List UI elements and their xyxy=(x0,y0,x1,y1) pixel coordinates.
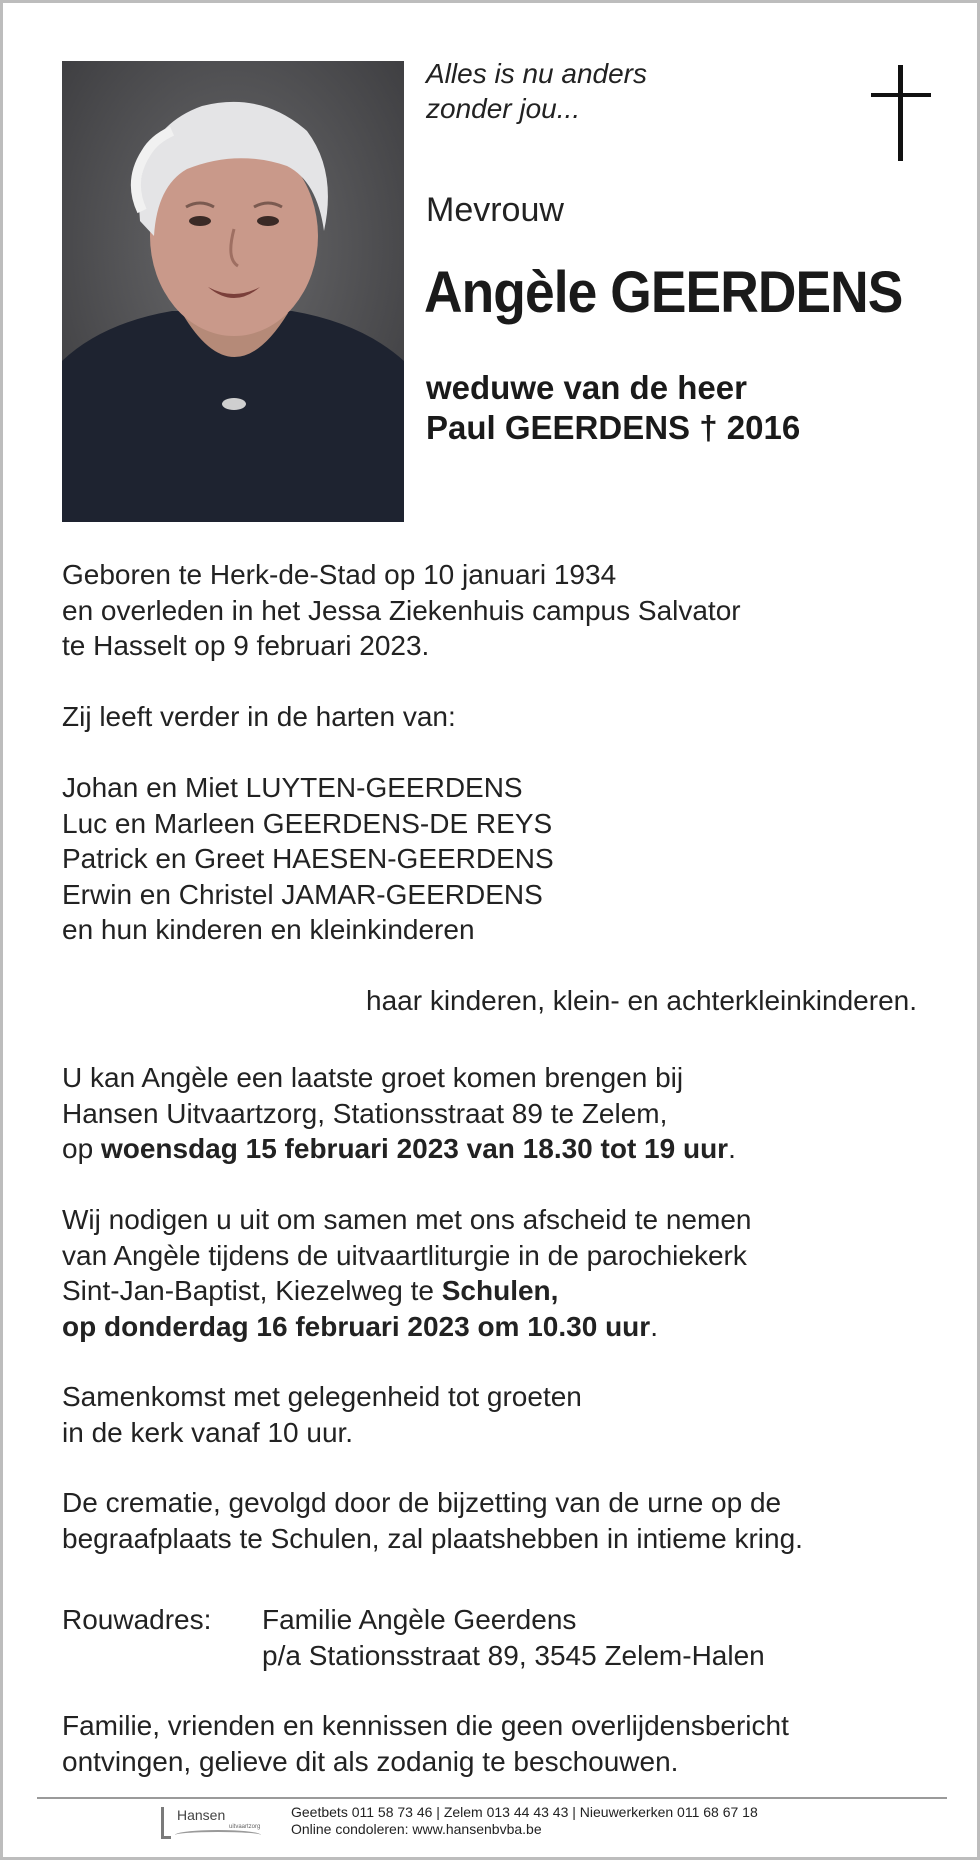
liturgy-line: op donderdag 16 februari 2023 om 10.30 uur. xyxy=(62,1310,658,1342)
liturgy-line: Wij nodigen u uit om samen met ons afscheid te nemen xyxy=(62,1204,752,1235)
closing-paragraph xyxy=(62,1708,942,1779)
liturgy-place: Schulen, xyxy=(441,1275,559,1306)
liturgy-line: Sint-Jan-Baptist, Kiezelweg te Schulen, xyxy=(62,1275,559,1306)
funeral-home-contact xyxy=(291,1804,758,1838)
address-label: Rouwadres: xyxy=(62,1604,212,1635)
family-item: Johan en Miet LUYTEN-GEERDENS xyxy=(62,772,523,803)
deceased-name: Angèle GEERDENS xyxy=(424,260,903,325)
address-line: p/a Stationsstraat 89, 3545 Zelem-Halen xyxy=(262,1640,765,1671)
liturgy-line: van Angèle tijdens de uitvaartliturgie in de parochiekerk xyxy=(62,1239,747,1271)
contact-phones: Geetbets 011 58 73 46 | Zelem 013 44 43 43 | Nieuwerkerken 011 68 67 18 xyxy=(291,1804,758,1820)
widow-line: Paul GEERDENS † 2016 xyxy=(426,409,801,446)
birth-death-paragraph xyxy=(62,557,942,664)
visit-line: U kan Angèle een laatste groet komen brengen bij xyxy=(62,1062,684,1093)
liturgy-paragraph xyxy=(62,1202,942,1344)
family-item: Luc en Marleen GEERDENS-DE REYS xyxy=(62,807,553,839)
portrait-photo xyxy=(62,61,404,522)
family-signature: haar kinderen, klein- en achterkleinkinderen. xyxy=(366,985,917,1016)
motto-line: Alles is nu anders xyxy=(426,58,648,89)
closing-line: Familie, vrienden en kennissen die geen overlijdensbericht xyxy=(62,1710,789,1741)
widow-of xyxy=(426,368,800,448)
motto xyxy=(426,56,647,126)
cremation-line: begraafplaats te Schulen, zal plaatshebben in intieme kring. xyxy=(62,1522,803,1554)
liturgy-date: op donderdag 16 februari 2023 om 10.30 uur xyxy=(62,1310,651,1342)
motto-line: zonder jou... xyxy=(426,93,581,124)
family-list xyxy=(62,770,942,948)
logo-sub: uitvaartzorg xyxy=(229,1824,261,1830)
logo-swoosh-icon xyxy=(175,1830,261,1840)
salutation: Mevrouw xyxy=(426,191,564,229)
visit-line: op woensdag 15 februari 2023 van 18.30 tot 19 uur. xyxy=(62,1133,736,1164)
portrait-illustration xyxy=(62,61,404,522)
widow-line: weduwe van de heer xyxy=(426,369,747,406)
birth-line: te Hasselt op 9 februari 2023. xyxy=(62,630,430,661)
birth-line: en overleden in het Jessa Ziekenhuis campus Salvator xyxy=(62,594,741,626)
family-item: en hun kinderen en kleinkinderen xyxy=(62,914,475,945)
cremation-paragraph xyxy=(62,1485,942,1556)
footer-divider xyxy=(37,1797,947,1799)
gathering-line: Samenkomst met gelegenheid tot groeten xyxy=(62,1381,582,1412)
family-item: Patrick en Greet HAESEN-GEERDENS xyxy=(62,843,554,874)
visit-date: woensdag 15 februari 2023 van 18.30 tot 19 uur xyxy=(100,1133,729,1164)
closing-line: ontvingen, gelieve dit als zodanig te beschouwen. xyxy=(62,1745,679,1777)
birth-line: Geboren te Herk-de-Stad op 10 januari 1934 xyxy=(62,559,617,590)
logo-mark-icon xyxy=(161,1807,171,1839)
gathering-line: in de kerk vanaf 10 uur. xyxy=(62,1416,354,1448)
visitation-paragraph xyxy=(62,1060,942,1167)
logo-word: Hansen xyxy=(177,1807,226,1823)
family-item: Erwin en Christel JAMAR-GEERDENS xyxy=(62,878,543,910)
funeral-home-logo xyxy=(161,1803,271,1843)
address-line: Familie Angèle Geerdens xyxy=(262,1604,577,1635)
contact-website: Online condoleren: www.hansenbvba.be xyxy=(291,1821,542,1837)
lives-on-line: Zij leeft verder in de harten van: xyxy=(62,701,456,732)
latin-cross-icon xyxy=(871,65,931,161)
cremation-line: De crematie, gevolgd door de bijzetting van de urne op de xyxy=(62,1487,782,1518)
gathering-paragraph xyxy=(62,1379,942,1450)
visit-line: Hansen Uitvaartzorg, Stationsstraat 89 te Zelem, xyxy=(62,1097,668,1129)
